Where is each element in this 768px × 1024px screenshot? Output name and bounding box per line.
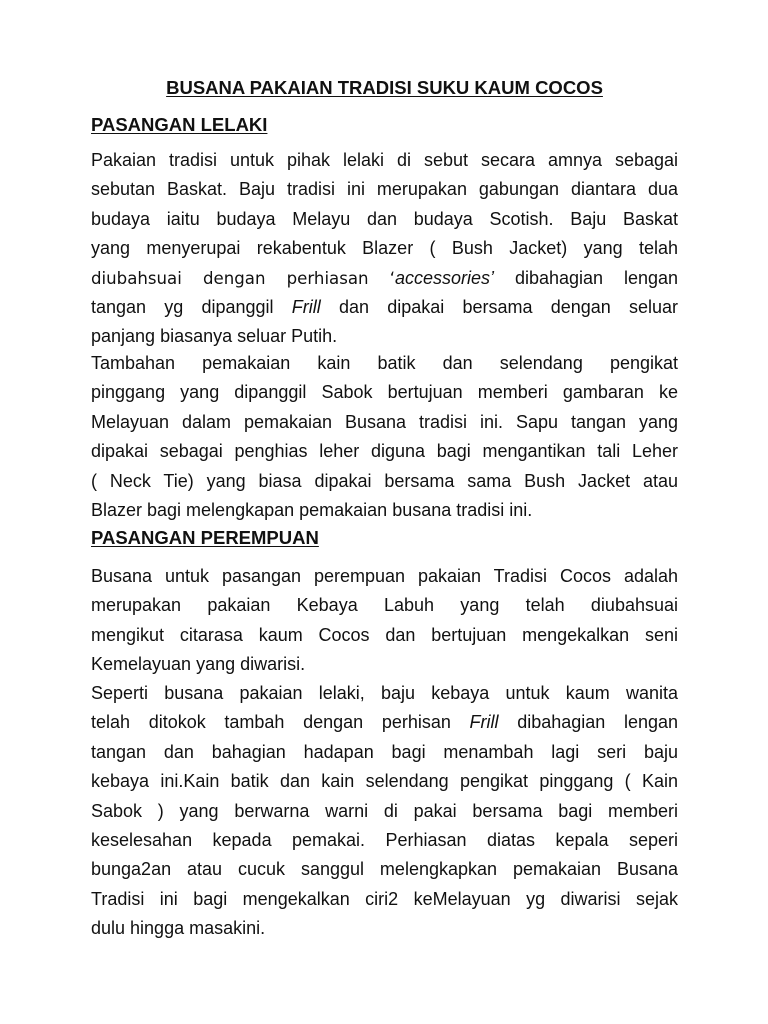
line-segment: dan dipakai bersama dengan seluar (320, 296, 678, 317)
line-segment: diubahsuai dengan perhiasan ‘ (91, 268, 396, 288)
paragraph-line: keselesahan kepada pemakai. Perhiasan diatas kepala seperi (91, 829, 678, 850)
paragraph-line: tangan dan bahagian hadapan bagi menambah lagi seri baju (91, 741, 678, 762)
paragraph-line (91, 708, 678, 737)
line-segment-italic: accessories’ (395, 267, 495, 288)
line-segment: tangan yg dipanggil (91, 296, 292, 317)
paragraph-line: mengikut citarasa kaum Cocos dan bertujuan mengekalkan seni (91, 624, 678, 645)
line-segment: dibahagian lengan (498, 712, 679, 733)
paragraph-lelaki-1 (91, 146, 678, 352)
paragraph-line: ( Neck Tie) yang biasa dipakai bersama sama Bush Jacket atau (91, 470, 678, 491)
paragraph-line: Seperti busana pakaian lelaki, baju kebaya untuk kaum wanita (91, 683, 678, 703)
paragraph-perempuan-1 (91, 562, 678, 680)
paragraph-lelaki-2 (91, 349, 678, 525)
document-title: BUSANA PAKAIAN TRADISI SUKU KAUM COCOS (166, 77, 603, 98)
section-heading-lelaki: PASANGAN LELAKI (91, 114, 268, 135)
line-segment: dibahagian lengan (494, 267, 679, 288)
paragraph-line: bunga2an atau cucuk sanggul melengkapkan pemakaian Busana (91, 859, 678, 880)
paragraph-line (91, 293, 678, 322)
paragraph-line: Tambahan pemakaian kain batik dan selendang pengikat (91, 353, 678, 373)
paragraph-line: budaya iaitu budaya Melayu dan budaya Scotish. Baju Baskat (91, 208, 678, 229)
paragraph-line: kebaya ini.Kain batik dan kain selendang pengikat pinggang ( Kain (91, 771, 678, 792)
paragraph-line: merupakan pakaian Kebaya Labuh yang telah diubahsuai (91, 595, 678, 616)
paragraph-line: Busana untuk pasangan perempuan pakaian Tradisi Cocos adalah (91, 566, 678, 586)
paragraph-line: Pakaian tradisi untuk pihak lelaki di sebut secara amnya sebagai (91, 150, 678, 170)
paragraph-line: Blazer bagi melengkapan pemakaian busana tradisi ini. (91, 499, 533, 520)
paragraph-line: sebutan Baskat. Baju tradisi ini merupakan gabungan diantara dua (91, 179, 678, 200)
line-segment-italic: Frill (469, 712, 499, 733)
paragraph-line: Tradisi ini bagi mengekalkan ciri2 keMelayuan yg diwarisi sejak (91, 888, 678, 909)
paragraph-line: Sabok ) yang berwarna warni di pakai bersama bagi memberi (91, 800, 678, 821)
paragraph-line: yang menyerupai rekabentuk Blazer ( Bush Jacket) yang telah (91, 238, 678, 259)
paragraph-line: pinggang yang dipanggil Sabok bertujuan memberi gambaran ke (91, 382, 678, 403)
paragraph-line: Kemelayuan yang diwarisi. (91, 654, 306, 675)
paragraph-line: dipakai sebagai penghias leher diguna bagi mengantikan tali Leher (91, 441, 678, 462)
paragraph-line (91, 264, 678, 293)
paragraph-line: dulu hingga masakini. (91, 918, 266, 939)
paragraph-line: Melayuan dalam pemakaian Busana tradisi ini. Sapu tangan yang (91, 411, 678, 432)
paragraph-perempuan-2 (91, 679, 678, 944)
line-segment: telah ditokok tambah dengan perhisan (91, 712, 470, 733)
line-segment-italic: Frill (291, 296, 321, 317)
paragraph-line: panjang biasanya seluar Putih. (91, 326, 338, 347)
section-heading-perempuan: PASANGAN PEREMPUAN (91, 527, 319, 548)
